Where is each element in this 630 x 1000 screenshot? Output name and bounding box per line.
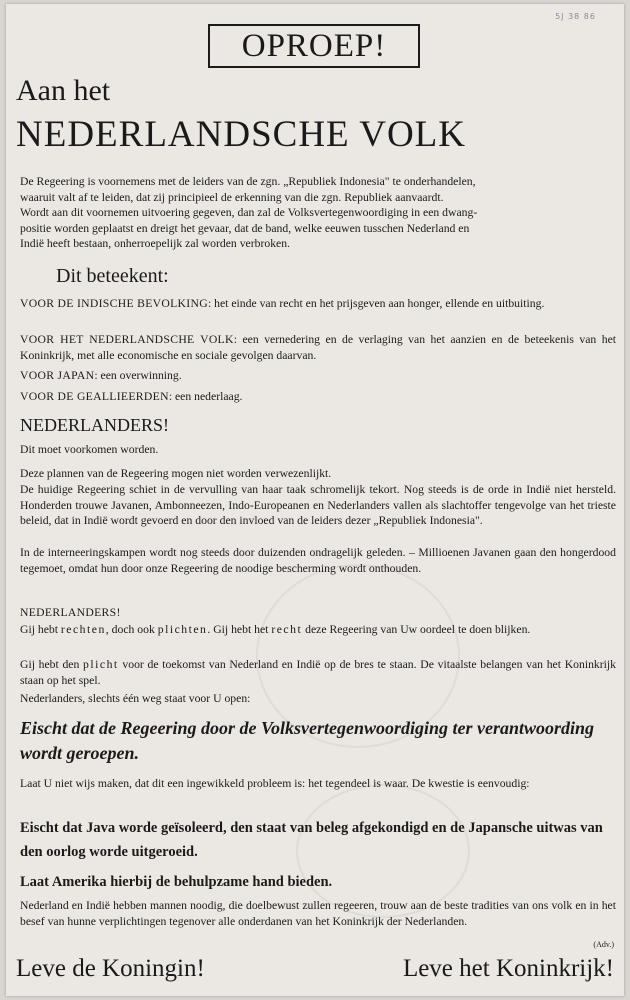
camps-paragraph: In de interneeringskampen wordt nog steeds door duizenden ondragelijk geleden. – Millioenen Javanen gaan den hongerdood tegemoet, omdat hun door onze Regeering de noodige bescherming wordt onthouden. [20,546,616,575]
intro-line: De Regeering is voornemens met de leiders van de zgn. „Republiek Indonesia" te onderhandelen, [20,175,476,188]
main-demand: Eischt dat de Regeering door de Volksvertegenwoordiging ter verantwoording wordt geroepen. [20,718,595,763]
meaning-item [20,296,616,312]
rights-word: rechten [60,623,106,636]
prevent-line: Dit moet voorkomen worden. [20,443,159,456]
duty-paragraph [20,657,616,688]
heading-small: Aan het [16,74,111,107]
simple-problem-paragraph: Laat U niet wijs maken, dat dit een ingewikkeld probleem is: het tegendeel is waar. De kwestie is eenvoudig: [20,777,530,790]
intro-line: Indië heeft bestaan, onherroepelijk zal worden verbroken. [20,237,290,251]
section-heading-meaning: Dit beteekent: [56,265,169,287]
meaning-label: VOOR HET NEDERLANDSCHE VOLK [20,333,234,346]
intro-line: Wordt aan dit voornemen uitvoering gegeven, dan zal de Volksvertegenwoordiging in een dwang- [20,206,478,220]
intro-line: positie worden geplaatst en dreigt het gevaar, dat de band, welke eeuwen tusschen Nederland en [20,221,470,235]
poster [6,4,624,996]
rights-text: . Gij hebt het [207,623,272,636]
government-paragraph: De huidige Regeering schiet in de vervulling van haar taak schromelijk tekort. Nog steeds is de orde in Indië niet hersteld. Honderden trouwe Javanen, Ambonneezen, Indo-Europeanen en Nederlanders vallen als slachtoffer tengevolge van het trieste beleid, dat in Indië wordt gevoerd en door den invloed van de leiders dezer „Republiek Indonesia". [20,483,616,528]
rights-text: , doch ook [105,623,158,636]
archive-reference: 5J 38 86 [555,12,596,21]
java-demand: Eischt dat Java worde geïsoleerd, den staat van beleg afgekondigd en de Japansche uitwas van den oorlog worde uitgeroeid. [20,820,603,860]
intro-paragraph [20,174,616,252]
right-word: recht [271,623,303,636]
meaning-text: : een vernedering en de verlaging van het aanzien en de beteekenis van het Koninkrijk, met alle economische en sociale gevolgen daarvan. [20,333,617,362]
closing-paragraph: Nederland en Indië hebben mannen noodig, die doelbewust zullen regeeren, trouw aan de beste tradities van ons volk en in het besef van hunne verplichtingen tegenover alle onderdanen van het Koninkrijk der Nederlanden. [20,899,616,928]
duty-text: voor de toekomst van Nederland en Indië op de bres te staan. De vitaalste belangen van het Koninkrijk staan op het spel. [20,658,616,687]
meaning-label: VOOR DE INDISCHE BEVOLKING [20,297,208,310]
plans-line: Deze plannen van de Regeering mogen niet worden verwezenlijkt. [20,467,332,480]
slogan-queen: Leve de Koningin! [16,955,205,982]
meaning-item [20,389,616,405]
meaning-text: : een nederlaag. [168,390,243,403]
rights-heading: NEDERLANDERS! [20,606,121,619]
heading-large: NEDERLANDSCHE VOLK [16,114,467,155]
meaning-text: : het einde van recht en het prijsgeven aan honger, ellende en uitbuiting. [207,297,545,310]
duty-word: plicht [83,658,119,671]
meaning-label: VOOR JAPAN [20,369,95,382]
america-line: Laat Amerika hierbij de behulpzame hand bieden. [20,874,333,890]
meaning-text: : een overwinning. [94,369,182,382]
meaning-label: VOOR DE GEALLIEERDEN [20,390,169,403]
meaning-item [20,332,616,363]
slogan-kingdom: Leve het Koninkrijk! [402,955,614,982]
duties-word: plichten [157,623,208,636]
title-box [208,24,420,68]
advertisement-mark: (Adv.) [593,940,614,949]
poster-title: OPROEP! [241,27,387,64]
duty-text: Gij hebt den [20,658,84,671]
footer-slogans [16,956,614,981]
one-way-line: Nederlanders, slechts één weg staat voor U open: [20,692,251,705]
rights-text: Gij hebt [20,623,61,636]
section-heading-nederlanders: NEDERLANDERS! [20,415,169,435]
meaning-item [20,368,616,384]
rights-text: deze Regeering van Uw oordeel te doen blijken. [302,623,531,636]
rights-paragraph [20,622,616,638]
intro-line: waaruit valt af te leiden, dat zij principieel de erkenning van die zgn. Republiek aanvaardt. [20,190,444,204]
